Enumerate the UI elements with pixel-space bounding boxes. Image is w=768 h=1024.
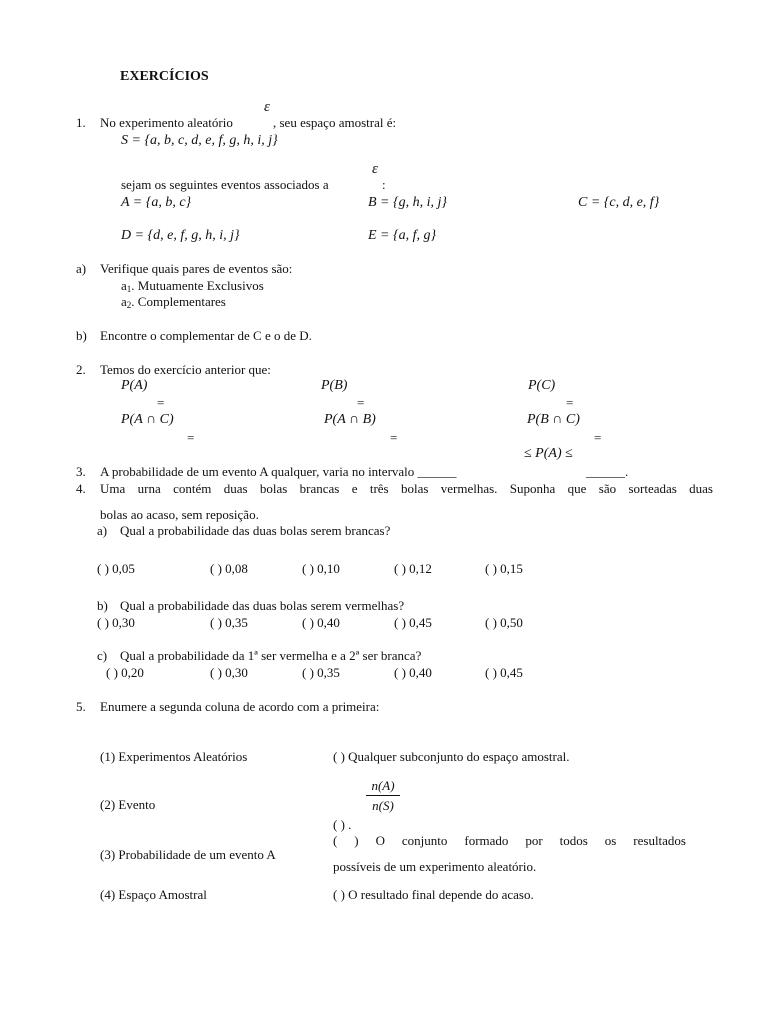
q2-col2-top: P(B): [321, 378, 348, 393]
q4b-label: b): [97, 598, 108, 613]
item-a2-sub: 2: [126, 300, 132, 310]
q5-left-item: (1) Experimentos Aleatórios: [100, 749, 248, 764]
sample-space: S = {a, b, c, d, e, f, g, h, i, j}: [121, 133, 278, 148]
q3-text: A probabilidade de um evento A qualquer, varia no intervalo ______: [100, 464, 457, 479]
q2-col3-bottom: ≤ P(A) ≤: [524, 446, 573, 461]
q5-text: Enumere a segunda coluna de acordo com a primeira:: [100, 699, 380, 714]
fraction-numerator: n(A): [371, 778, 395, 793]
event-c: C = {c, d, e, f}: [578, 195, 660, 210]
item-a1-sub: 1: [126, 284, 132, 294]
q3-number: 3.: [76, 464, 86, 479]
item-a1-prefix: a: [121, 278, 127, 293]
event-a: A = {a, b, c}: [121, 195, 192, 210]
q5-left-item: (3) Probabilidade de um evento A: [100, 847, 276, 862]
epsilon-symbol: ε: [372, 161, 378, 177]
events-colon: :: [382, 177, 386, 192]
q2-number: 2.: [76, 362, 86, 377]
q2-col3-eq1: =: [566, 395, 574, 410]
q5-right-item[interactable]: ( ) O conjunto formado por todos os resultados: [333, 833, 686, 848]
q4-number: 4.: [76, 481, 86, 496]
q4a-option[interactable]: ( ) 0,12: [394, 561, 432, 576]
event-e: E = {a, f, g}: [368, 228, 437, 243]
q4c-text: Qual a probabilidade da 1ª ser vermelha e a 2ª ser branca?: [120, 648, 422, 663]
q4c-option[interactable]: ( ) 0,30: [210, 665, 248, 680]
page-title: EXERCÍCIOS: [120, 69, 209, 84]
q5-number: 5.: [76, 699, 86, 714]
q2-col1-eq2: =: [187, 430, 195, 445]
q2-col1-eq1: =: [157, 395, 165, 410]
q5-right-item-cont: possíveis de um experimento aleatório.: [333, 859, 537, 874]
q3-blank: ______.: [586, 464, 629, 479]
events-intro: sejam os seguintes eventos associados a: [121, 177, 329, 192]
q4b-option[interactable]: ( ) 0,30: [97, 615, 135, 630]
q4b-text: Qual a probabilidade das duas bolas serem vermelhas?: [120, 598, 405, 613]
item-a1-text: . Mutuamente Exclusivos: [131, 278, 264, 293]
event-d: D = {d, e, f, g, h, i, j}: [121, 228, 240, 243]
part-b-text: Encontre o complementar de C e o de D.: [100, 328, 312, 343]
q2-col2-mid: P(A ∩ B): [324, 412, 376, 427]
q4-line2: bolas ao acaso, sem reposição.: [100, 507, 259, 522]
q5-left-item: (2) Evento: [100, 797, 156, 812]
q5-left-item: (4) Espaço Amostral: [100, 887, 207, 902]
q1-intro-after: , seu espaço amostral é:: [273, 115, 397, 130]
q1-intro-before: No experimento aleatório: [100, 115, 233, 130]
item-a2: [121, 295, 226, 310]
q4c-option[interactable]: ( ) 0,40: [394, 665, 432, 680]
q4-line1: Uma urna contém duas bolas brancas e três bolas vermelhas. Suponha que são sorteadas duas: [100, 481, 713, 496]
part-a-text: Verifique quais pares de eventos são:: [100, 261, 293, 276]
q4b-option[interactable]: ( ) 0,35: [210, 615, 248, 630]
event-b: B = {g, h, i, j}: [368, 195, 447, 210]
q2-col3-mid: P(B ∩ C): [527, 412, 580, 427]
item-a2-prefix: a: [121, 294, 127, 309]
q4b-option[interactable]: ( ) 0,40: [302, 615, 340, 630]
epsilon-symbol: ε: [264, 99, 270, 115]
q4c-label: c): [97, 648, 108, 663]
q4c-option[interactable]: ( ) 0,35: [302, 665, 340, 680]
q2-col1-top: P(A): [121, 378, 148, 393]
q5-right-item[interactable]: ( ) Qualquer subconjunto do espaço amostral.: [333, 749, 570, 764]
fraction-bar: [366, 795, 400, 796]
item-a1: [121, 279, 264, 294]
q4a-label: a): [97, 523, 108, 538]
q2-col2-eq1: =: [357, 395, 365, 410]
q2-col3-eq2: =: [594, 430, 602, 445]
q2-text: Temos do exercício anterior que:: [100, 362, 271, 377]
part-b-label: b): [76, 328, 87, 343]
q2-col1-mid: P(A ∩ C): [121, 412, 174, 427]
q5-right-item[interactable]: ( ) O resultado final depende do acaso.: [333, 887, 534, 902]
q1-number: 1.: [76, 115, 86, 130]
q4c-option[interactable]: ( ) 0,20: [106, 665, 144, 680]
q4a-option[interactable]: ( ) 0,15: [485, 561, 523, 576]
q2-col2-eq2: =: [390, 430, 398, 445]
q2-col3-top: P(C): [528, 378, 556, 393]
q4a-text: Qual a probabilidade das duas bolas serem brancas?: [120, 523, 391, 538]
q4b-option[interactable]: ( ) 0,45: [394, 615, 432, 630]
q5-right-item[interactable]: ( ) .: [333, 817, 352, 832]
q4b-option[interactable]: ( ) 0,50: [485, 615, 523, 630]
fraction-denominator: n(S): [372, 798, 394, 813]
q4a-option[interactable]: ( ) 0,10: [302, 561, 340, 576]
probability-fraction: [366, 779, 400, 812]
part-a-label: a): [76, 261, 87, 276]
item-a2-text: . Complementares: [131, 294, 226, 309]
q4a-option[interactable]: ( ) 0,05: [97, 561, 135, 576]
q4c-option[interactable]: ( ) 0,45: [485, 665, 523, 680]
q4a-option[interactable]: ( ) 0,08: [210, 561, 248, 576]
